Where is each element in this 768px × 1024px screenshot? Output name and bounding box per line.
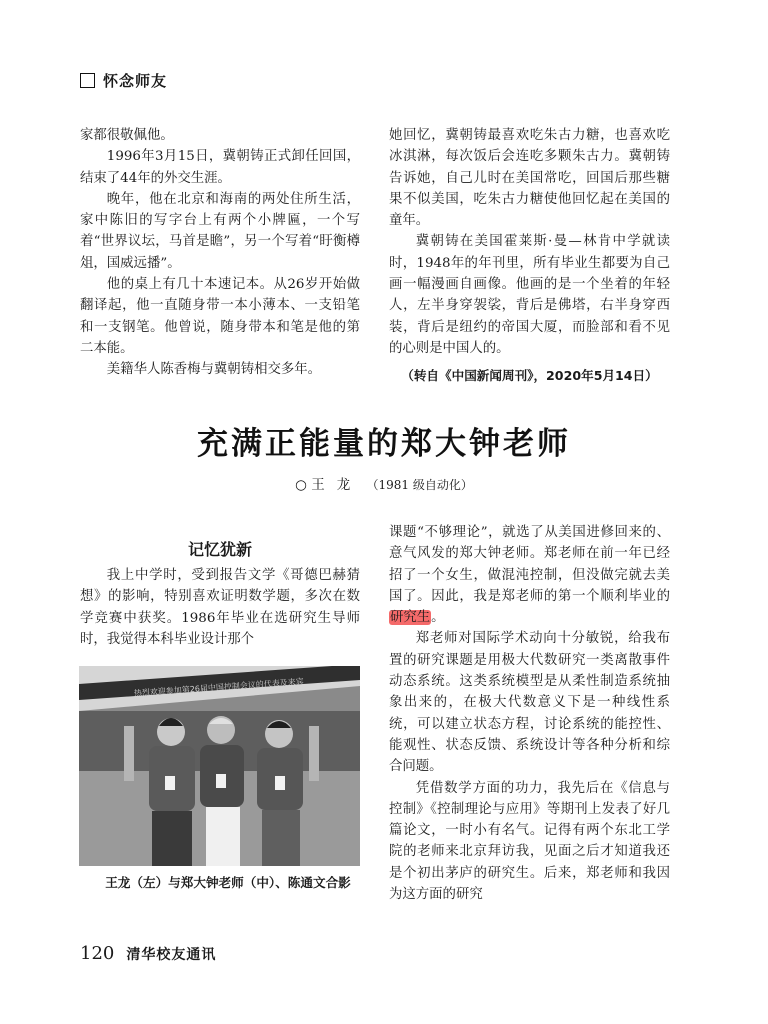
prev-article-right-column bbox=[389, 125, 670, 359]
author-line bbox=[0, 473, 768, 493]
paragraph: 我上中学时，受到报告文学《哥德巴赫猜想》的影响，特别喜欢证明数学题，多次在数学竞赛中获奖。1986年毕业在选研究生导师时，我觉得本科毕业设计那个 bbox=[80, 568, 360, 647]
section-label: 怀念师友 bbox=[103, 71, 168, 90]
paragraph: 她回忆，冀朝铸最喜欢吃朱古力糖，也喜欢吃冰淇淋，每次饭后会连吃多颗朱古力。冀朝铸告诉她，自己儿时在美国常吃，回国后那些糖果不似美国，吃朱古力糖使他回忆起在美国的童年。 bbox=[389, 128, 670, 229]
page-number: 120 bbox=[80, 943, 115, 964]
prev-article-left-column bbox=[80, 125, 360, 381]
section-header bbox=[80, 69, 167, 91]
subheading: 记忆犹新 bbox=[187, 540, 252, 559]
paragraph: 美籍华人陈香梅与冀朝铸相交多年。 bbox=[106, 362, 322, 378]
caption-text: 王龙（左）与郑大钟老师（中）、陈通文合影 bbox=[105, 875, 351, 890]
paragraph-text: 。 bbox=[431, 610, 445, 626]
group-photo bbox=[79, 666, 360, 866]
photo-caption bbox=[80, 874, 360, 892]
paragraph: 郑老师对国际学术动向十分敏锐，给我布置的研究课题是用极大代数研究一类离散事件动态系统。这类系统模型是从柔性制造系统抽象出来的，在极大代数意义下是一种线性系统，可以建立状态方程，讨论系统的能控性、能观性、状态反馈、系统设计等各种分析和综合问题。 bbox=[389, 631, 670, 775]
author-name: 王龙 bbox=[311, 477, 363, 493]
paragraph: 冀朝铸在美国霍莱斯·曼—林肯中学就读时，1948年的年刊里，所有毕业生都要为自己画一幅漫画自画像。他画的是一个坐着的年轻人，左半身穿袈裟，背后是佛塔，右半身穿西装，背后是纽约的帝国大厦，而脸部和看不见的心则是中国人的。 bbox=[389, 234, 670, 356]
paragraph: 他的桌上有几十本速记本。从26岁开始做翻译起，他一直随身带一本小薄本、一支铅笔和一支钢笔。他曾说，随身带本和笔是他的第二本能。 bbox=[80, 277, 360, 356]
paragraph bbox=[389, 522, 670, 628]
paragraph: 家都很敬佩他。 bbox=[80, 128, 174, 143]
square-icon bbox=[80, 73, 95, 88]
paragraph: 晚年，他在北京和海南的两处住所生活，家中陈旧的写字台上有两个小牌匾，一个写着“世界议坛，马首是瞻”，另一个写着“盱衡樽俎，国威远播”。 bbox=[80, 191, 360, 271]
highlighted-word: 研究生 bbox=[390, 610, 431, 626]
article-title: 充满正能量的郑大钟老师 bbox=[197, 426, 571, 462]
article-left-column bbox=[80, 565, 360, 650]
source-note: （转自《中国新闻周刊》，2020年5月14日） bbox=[401, 368, 658, 383]
article-right-column bbox=[389, 522, 670, 905]
paragraph: 1996年3月15日，冀朝铸正式卸任回国，结束了44年的外交生涯。 bbox=[80, 149, 360, 186]
author-mark: ○ bbox=[295, 477, 307, 493]
page-footer bbox=[80, 943, 216, 964]
group-photo-image bbox=[79, 666, 360, 866]
paragraph: 凭借数学方面的功力，我先后在《信息与控制》《控制理论与应用》等期刊上发表了好几篇论文，一时小有名气。记得有两个东北工学院的老师来北京拜访我，见面之后才知道我还是个初出茅庐的研究生。后来，郑老师和我因为这方面的研究 bbox=[389, 780, 670, 903]
author-class-note: （1981 级自动化） bbox=[366, 478, 473, 492]
photo-banner-text: 热烈欢迎参加第26届中国控制会议的代表及来宾 bbox=[133, 677, 305, 698]
journal-name: 清华校友通讯 bbox=[126, 947, 217, 963]
paragraph-text: 课题“不够理论”，就选了从美国进修回来的、意气风发的郑大钟老师。郑老师在前一年已经招了一个女生，做混沌控制，但没做完就去美国了。因此，我是郑老师的第一个顺利毕业的 bbox=[389, 525, 670, 604]
